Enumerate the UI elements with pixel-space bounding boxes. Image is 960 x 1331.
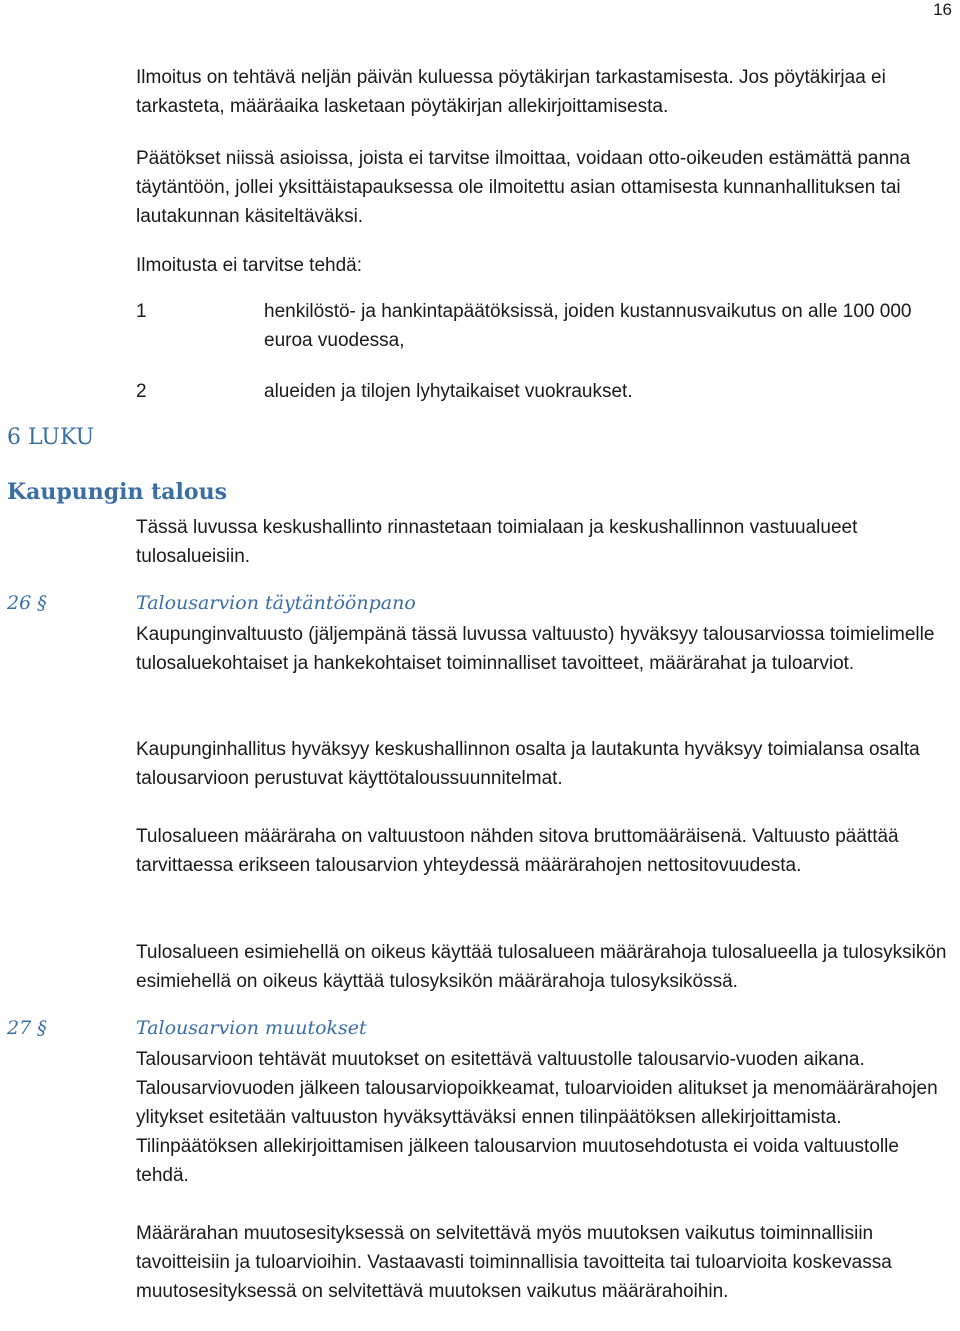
- paragraph-notice-deadline: Ilmoitus on tehtävä neljän päivän kuluessa pöytäkirjan tarkastamisesta. Jos pöytäkirjaa ei tarkasteta, määräaika lasketaan pöytäkirjan allekirjoittamisesta.: [136, 67, 886, 117]
- section-title: Talousarvion muutokset: [136, 1017, 367, 1039]
- chapter-number: 6 LUKU: [7, 425, 95, 450]
- section-26-paragraph: Kaupunginvaltuusto (jäljempänä tässä luvussa valtuusto) hyväksyy talousarviossa toimielimelle tulosaluekohtaiset ja hankekohtaiset toiminnalliset tavoitteet, määrärahat ja tuloarviot.: [136, 624, 935, 674]
- section-number: 26 §: [7, 592, 47, 614]
- chapter-intro: Tässä luvussa keskushallinto rinnastetaan toimialaan ja keskushallinnon vastuualueet tulosalueisiin.: [136, 517, 858, 567]
- list-item-text: henkilöstö- ja hankintapäätöksissä, joiden kustannusvaikutus on alle 100 000 euroa vuodessa,: [264, 301, 912, 351]
- section-26-heading: [7, 590, 947, 618]
- section-27-paragraph: Määrärahan muutosesityksessä on selvitettävä myös muutoksen vaikutus toiminnallisiin tavoitteisiin ja tuloarvioihin. Vastaavasti toiminnallisia tavoitteita tai tuloarvioita koskevassa muutosesityksessä on selvitettävä muutoksen vaikutus määrärahoihin.: [136, 1223, 892, 1302]
- list-item-number: 1: [136, 301, 147, 322]
- paragraph-enforcement: Päätökset niissä asioissa, joista ei tarvitse ilmoittaa, voidaan otto-oikeuden estämättä panna täytäntöön, jollei yksittäistapauksessa ole ilmoitettu asian ottamisesta kunnanhallituksen tai lautakunnan käsiteltäväksi.: [136, 148, 911, 227]
- section-26-paragraph: Kaupunginhallitus hyväksyy keskushallinnon osalta ja lautakunta hyväksyy toimialansa osalta talousarvioon perustuvat käyttötaloussuunnitelmat.: [136, 739, 920, 789]
- section-title: Talousarvion täytäntöönpano: [136, 592, 416, 614]
- section-number: 27 §: [7, 1017, 47, 1039]
- page-number: 16: [933, 0, 952, 19]
- paragraph-no-notice-needed: Ilmoitusta ei tarvitse tehdä:: [136, 255, 362, 276]
- section-27-paragraph: Talousarvioon tehtävät muutokset on esitettävä valtuustolle talousarvio-vuoden aikana. Talousarviovuoden jälkeen talousarviopoikkeamat, tuloarvioiden alitukset ja menomäärärahojen ylitykset esitetään valtuuston hyväksyttäväksi ennen tilinpäätöksen allekirjoittamista. Tilinpäätöksen allekirjoittamisen jälkeen talousarvion muutosehdotusta ei voida valtuustolle tehdä.: [136, 1049, 938, 1186]
- section-26-paragraph: Tulosalueen määräraha on valtuustoon nähden sitova bruttomääräisenä. Valtuusto päättää tarvittaessa erikseen talousarvion yhteydessä määrärahojen nettositovuudesta.: [136, 826, 899, 876]
- chapter-title: Kaupungin talous: [7, 479, 227, 505]
- list-item-text: alueiden ja tilojen lyhytaikaiset vuokraukset.: [264, 381, 633, 402]
- section-27-heading: [7, 1015, 947, 1043]
- section-26-paragraph: Tulosalueen esimiehellä on oikeus käyttää tulosalueen määrärahoja tulosalueella ja tulosyksikön esimiehellä on oikeus käyttää tulosyksikön määrärahoja tulosyksikössä.: [136, 942, 947, 992]
- list-item-number: 2: [136, 381, 147, 402]
